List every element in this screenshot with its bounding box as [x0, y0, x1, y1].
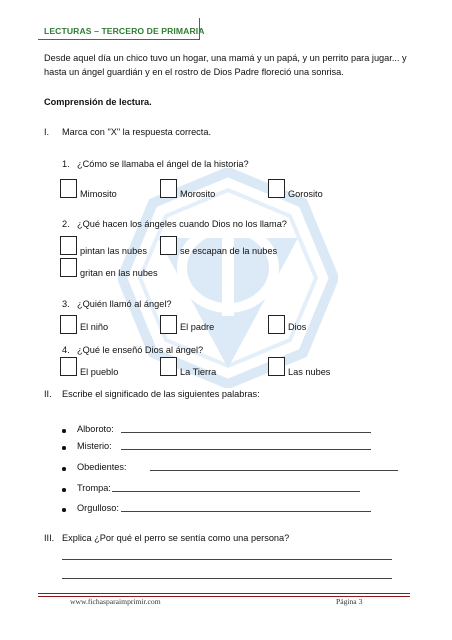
question-4-number: 4. — [62, 345, 70, 355]
part1-numeral: I. — [44, 127, 50, 137]
q3-option-3-label: Dios — [288, 322, 307, 332]
header-underline — [38, 39, 200, 40]
word-4-answer-line[interactable] — [112, 491, 360, 492]
bullet-icon — [62, 446, 66, 450]
q3-option-1-label: El niño — [80, 322, 109, 332]
footer-website: www.fichasparaimprimir.com — [70, 597, 161, 606]
part3-answer-line-2[interactable] — [62, 578, 392, 579]
word-2-label: Misterio: — [77, 441, 112, 451]
bullet-icon — [62, 467, 66, 471]
q4-option-2-checkbox[interactable] — [160, 357, 177, 376]
intro-line-1: Desde aquel día un chico tuvo un hogar, una mamá y un papá, y un perrito para jugar... y — [44, 53, 407, 63]
bullet-icon — [62, 429, 66, 433]
part1-instruction: Marca con "X" la respuesta correcta. — [62, 127, 211, 137]
header-divider — [199, 18, 200, 40]
q3-option-3-checkbox[interactable] — [268, 315, 285, 334]
q1-option-2-label: Morosito — [180, 189, 216, 199]
q2-option-3-checkbox[interactable] — [60, 258, 77, 277]
q4-option-3-label: Las nubes — [288, 367, 331, 377]
q2-option-1-label: pintan las nubes — [80, 246, 147, 256]
question-4-text: ¿Qué le enseñó Dios al ángel? — [77, 345, 204, 355]
q2-option-2-label: se escapan de la nubes — [180, 246, 278, 256]
part3-answer-line-1[interactable] — [62, 559, 392, 560]
page-header-title: LECTURAS – TERCERO DE PRIMARIA — [44, 26, 205, 36]
q4-option-1-checkbox[interactable] — [60, 357, 77, 376]
word-3-answer-line[interactable] — [150, 470, 398, 471]
q3-option-2-checkbox[interactable] — [160, 315, 177, 334]
q1-option-2-checkbox[interactable] — [160, 179, 177, 198]
q2-option-2-checkbox[interactable] — [160, 236, 177, 255]
q3-option-1-checkbox[interactable] — [60, 315, 77, 334]
q1-option-3-label: Gorosito — [288, 189, 323, 199]
footer-rule — [38, 593, 410, 594]
question-1-text: ¿Cómo se llamaba el ángel de la historia? — [77, 159, 249, 169]
word-1-answer-line[interactable] — [121, 432, 371, 433]
bullet-icon — [62, 508, 66, 512]
question-3-text: ¿Quién llamó al ángel? — [77, 299, 172, 309]
question-3-number: 3. — [62, 299, 70, 309]
question-2-text: ¿Qué hacen los ángeles cuando Dios no los llama? — [77, 219, 287, 229]
q1-option-1-label: Mimosito — [80, 189, 117, 199]
q4-option-1-label: El pueblo — [80, 367, 119, 377]
part2-numeral: II. — [44, 389, 52, 399]
part2-instruction: Escribe el significado de las siguientes palabras: — [62, 389, 260, 399]
bullet-icon — [62, 488, 66, 492]
question-1-number: 1. — [62, 159, 70, 169]
q2-option-1-checkbox[interactable] — [60, 236, 77, 255]
q3-option-2-label: El padre — [180, 322, 215, 332]
question-2-number: 2. — [62, 219, 70, 229]
word-4-label: Trompa: — [77, 483, 111, 493]
q2-option-3-label: gritan en las nubes — [80, 268, 158, 278]
part3-question: Explica ¿Por qué el perro se sentía como una persona? — [62, 533, 290, 543]
q4-option-3-checkbox[interactable] — [268, 357, 285, 376]
word-5-answer-line[interactable] — [121, 511, 371, 512]
section-title: Comprensión de lectura. — [44, 97, 152, 107]
q1-option-1-checkbox[interactable] — [60, 179, 77, 198]
word-1-label: Alboroto: — [77, 424, 114, 434]
part3-numeral: III. — [44, 533, 55, 543]
word-5-label: Orgulloso: — [77, 503, 119, 513]
word-2-answer-line[interactable] — [121, 449, 371, 450]
q4-option-2-label: La Tierra — [180, 367, 217, 377]
word-3-label: Obedientes: — [77, 462, 127, 472]
q1-option-3-checkbox[interactable] — [268, 179, 285, 198]
intro-line-2: hasta un ángel guardián y en el rostro de Dios Padre floreció una sonrisa. — [44, 67, 344, 77]
footer-page-number: Página 3 — [336, 597, 363, 606]
